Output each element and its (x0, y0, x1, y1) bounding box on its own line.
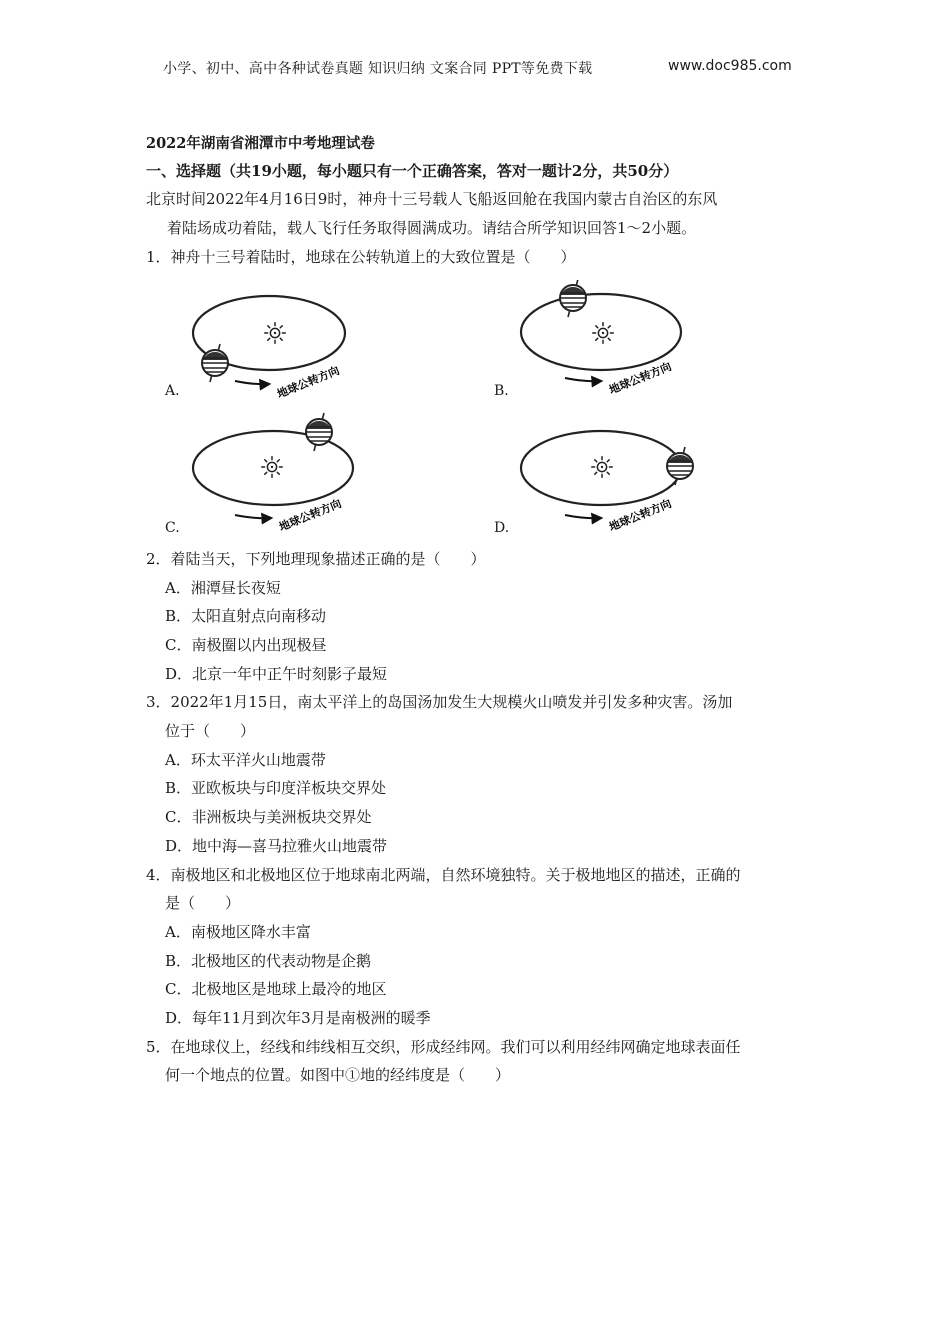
earth-icon (306, 413, 332, 451)
orbit-ellipse (521, 431, 681, 505)
q3-option-d[interactable]: D．地中海—喜马拉雅火山地震带 (165, 837, 388, 855)
sun-icon (592, 457, 612, 477)
orbit-ellipse (521, 294, 681, 370)
q2-option-d[interactable]: D．北京一年中正午时刻影子最短 (165, 665, 388, 683)
q4-option-d[interactable]: D．每年11月到次年3月是南极洲的暖季 (165, 1009, 431, 1027)
earth-icon (667, 447, 693, 485)
sun-icon (593, 323, 613, 343)
q4-option-a[interactable]: A．南极地区降水丰富 (165, 923, 311, 941)
q5-stem-line-1: 5．在地球仪上，经线和纬线相互交织，形成经纬网。我们可以利用经纬网确定地球表面任 (146, 1038, 741, 1056)
intro-line-2: 着陆场成功着陆，载人飞行任务取得圆满成功。请结合所学知识回答1～2小题。 (167, 219, 697, 237)
q3-stem-line-2: 位于（ ） (165, 722, 256, 740)
q2-option-a[interactable]: A．湘潭昼长夜短 (165, 579, 281, 597)
sun-icon (262, 457, 282, 477)
orbit-diagram-b (515, 280, 705, 400)
q3-stem-line-1: 3．2022年1月15日，南太平洋上的岛国汤加发生大规模火山喷发并引发多种灾害。汤加 (146, 693, 733, 711)
section-heading: 一、选择题（共19小题，每小题只有一个正确答案，答对一题计2分，共50分） (146, 162, 679, 180)
orbit-direction-label-d: 地球公转方向 (607, 497, 674, 534)
q2-option-c[interactable]: C．南极圈以内出现极昼 (165, 636, 327, 654)
orbit-direction-label-b: 地球公转方向 (607, 360, 674, 397)
orbit-diagram-d (515, 412, 705, 537)
q1-stem: 1．神舟十三号着陆时，地球在公转轨道上的大致位置是（ ） (146, 248, 576, 266)
q1-option-b[interactable]: B. (494, 383, 509, 399)
earth-icon (202, 344, 228, 382)
q2-option-b[interactable]: B．太阳直射点向南移动 (165, 607, 327, 625)
q2-stem: 2．着陆当天，下列地理现象描述正确的是（ ） (146, 550, 486, 568)
q1-option-d[interactable]: D. (494, 520, 510, 536)
header-url[interactable]: www.doc985.com (668, 58, 792, 74)
q3-option-c[interactable]: C．非洲板块与美洲板块交界处 (165, 808, 372, 826)
orbit-diagram-c (185, 412, 375, 537)
q5-stem-line-2: 何一个地点的位置。如图中①地的经纬度是（ ） (165, 1066, 511, 1084)
intro-line-1: 北京时间2022年4月16日9时，神舟十三号载人飞船返回舱在我国内蒙古自治区的东风 (146, 190, 718, 208)
sun-icon (265, 323, 285, 343)
q1-option-a[interactable]: A. (165, 383, 180, 399)
header-text: 小学、初中、高中各种试卷真题 知识归纳 文案合同 PPT等免费下载 (163, 61, 593, 77)
earth-icon (560, 280, 586, 317)
q4-option-b[interactable]: B．北极地区的代表动物是企鹅 (165, 952, 372, 970)
q4-stem-line-2: 是（ ） (165, 894, 241, 912)
orbit-direction-label-a: 地球公转方向 (275, 364, 342, 401)
q3-option-b[interactable]: B．亚欧板块与印度洋板块交界处 (165, 779, 387, 797)
page-header (0, 58, 950, 78)
orbit-ellipse (193, 431, 353, 505)
orbit-direction-label-c: 地球公转方向 (277, 497, 344, 534)
q4-stem-line-1: 4．南极地区和北极地区位于地球南北两端，自然环境独特。关于极地地区的描述，正确的 (146, 866, 741, 884)
exam-title: 2022年湖南省湘潭市中考地理试卷 (146, 135, 375, 152)
q1-option-c[interactable]: C. (165, 520, 180, 536)
orbit-diagram-a (185, 285, 375, 405)
q3-option-a[interactable]: A．环太平洋火山地震带 (165, 751, 326, 769)
q4-option-c[interactable]: C．北极地区是地球上最冷的地区 (165, 980, 387, 998)
